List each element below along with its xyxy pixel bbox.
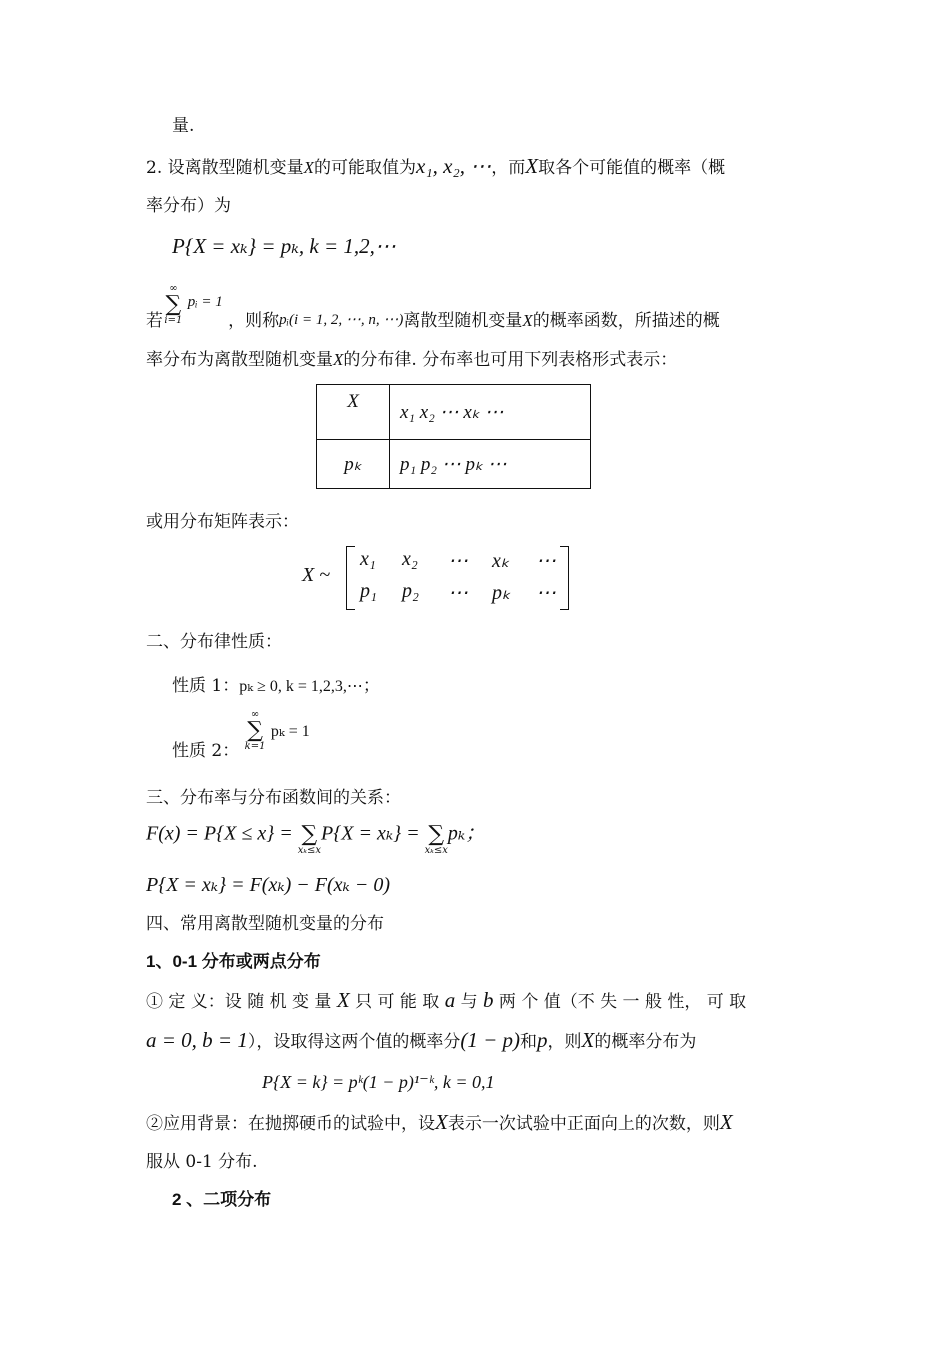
paragraph-text: ，则 xyxy=(547,1032,582,1052)
text-line xyxy=(146,1108,810,1138)
section-title: 三、分布率与分布函数间的关系： xyxy=(146,788,401,808)
matrix-cell: ⋯ xyxy=(536,550,556,572)
display-formula xyxy=(262,1068,926,1097)
math-var: a xyxy=(444,988,456,1012)
math-expression: x₁, x₂, ⋯ xyxy=(416,154,492,178)
text-line xyxy=(146,152,810,182)
paragraph-text: ； xyxy=(362,676,380,696)
subsection-heading xyxy=(146,948,810,976)
math-var: X xyxy=(719,1110,733,1134)
matrix-cell: ⋯ xyxy=(448,550,468,572)
sum-symbol: ∑ xyxy=(247,718,263,743)
math-var: b xyxy=(483,988,494,1012)
section-heading xyxy=(146,910,810,938)
formula-part: F(x) = P{X ≤ x} = xyxy=(146,822,298,845)
paragraph-text: 的可能取值为 xyxy=(314,158,417,178)
sum-symbol: ∑ xyxy=(165,292,182,317)
sum-symbol: ∑ xyxy=(301,822,318,847)
paragraph-text: 两 个 值（不 失 一 般 性， 可 取 xyxy=(498,992,747,1012)
sum-lower: xₖ≤x xyxy=(297,845,322,856)
paragraph-text: 的分布律. 分布率也可用下列表格形式表示： xyxy=(343,350,678,370)
math-expression: pₖ = 1 xyxy=(270,722,310,740)
table-cell: p₁ p₂ ⋯ pₖ ⋯ xyxy=(390,440,591,489)
paragraph-text: 量. xyxy=(172,116,195,136)
property-line xyxy=(172,709,836,768)
math-expression: a = 0, b = 1 xyxy=(146,1028,248,1052)
paragraph-text: 和 xyxy=(520,1032,538,1052)
paragraph-text: 或用分布矩阵表示： xyxy=(146,512,299,532)
summation xyxy=(164,284,182,326)
math-expression: (1 − p) xyxy=(460,1028,521,1052)
math-expression: pᵢ(i = 1, 2, ⋯, n, ⋯) xyxy=(279,311,404,328)
sum-lower: k=1 xyxy=(244,741,266,752)
paragraph-text: ，则称 xyxy=(228,310,280,331)
paragraph-text: 的概率分布为 xyxy=(594,1032,697,1052)
sum-upper: ∞ xyxy=(169,283,178,294)
section-title: 四、常用离散型随机变量的分布 xyxy=(146,914,384,934)
formula-relation: P{X = xₖ} = F(xₖ) − F(xₖ − 0) xyxy=(146,874,391,896)
section-heading xyxy=(146,784,810,812)
section-title: 二、分布律性质： xyxy=(146,632,282,652)
paragraph-text: 率分布）为 xyxy=(146,196,231,216)
matrix-cell: ⋯ xyxy=(536,582,556,604)
left-bracket xyxy=(346,546,355,610)
display-formula xyxy=(146,818,810,864)
paragraph-text: ），设取得这两个值的概率分 xyxy=(247,1032,461,1052)
formula-part: P{X = xₖ} = xyxy=(321,822,425,845)
matrix-cell: xₖ xyxy=(492,550,510,572)
matrix-cell: ⋯ xyxy=(448,582,468,604)
paragraph-text: 与 xyxy=(460,992,478,1012)
paragraph-text: 的概率函数，所描述的概 xyxy=(532,310,720,331)
table-cell: x₁ x₂ ⋯ xₖ ⋯ xyxy=(390,385,591,440)
paragraph-text: 若 xyxy=(146,310,163,331)
math-var: X xyxy=(303,158,315,177)
matrix-cell: x₂ xyxy=(402,548,418,570)
paragraph-text: 离散型随机变量 xyxy=(403,310,523,331)
table-row xyxy=(317,385,591,440)
paragraph-text: 率分布为离散型随机变量 xyxy=(146,350,333,370)
text-line xyxy=(146,1026,810,1056)
math-var: X xyxy=(525,154,539,178)
subsection-title: 1、0-1 分布或两点分布 xyxy=(146,952,321,971)
property-line xyxy=(172,672,836,701)
matrix-cell: x₁ xyxy=(360,548,376,570)
sum-upper: ∞ xyxy=(250,709,260,720)
subsection-title: 2 、二项分布 xyxy=(172,1190,272,1209)
text-line xyxy=(172,112,836,140)
text-line xyxy=(146,1148,810,1176)
math-expression: pᵢ = 1 xyxy=(187,293,223,310)
distribution-table xyxy=(316,384,591,489)
math-expression: pₖ ≥ 0, k = 1,2,3,⋯ xyxy=(239,678,363,695)
paragraph-text: ，而 xyxy=(491,158,526,178)
text-line xyxy=(146,192,810,220)
table-row xyxy=(317,440,591,489)
paragraph-text: ②应用背景：在抛掷硬币的试验中，设 xyxy=(146,1114,435,1134)
table-header-cell: pₖ xyxy=(317,440,390,489)
math-var: X xyxy=(336,988,350,1012)
matrix-cell: pₖ xyxy=(492,582,511,604)
text-line xyxy=(146,346,810,374)
paragraph-text: 表示一次试验中正面向上的次数，则 xyxy=(447,1114,720,1134)
matrix-cell: p₂ xyxy=(402,580,419,602)
sum-lower: xₖ≤x xyxy=(424,845,448,856)
paragraph-text: 服从 0-1 分布. xyxy=(146,1152,258,1172)
paragraph-text: ① 定 义：设 随 机 变 量 xyxy=(146,992,332,1012)
paragraph-text: 2. 设离散型随机变量 xyxy=(146,158,304,178)
text-line xyxy=(146,986,810,1016)
paragraph-text: 只 可 能 取 xyxy=(355,992,440,1012)
display-formula xyxy=(146,870,810,899)
summation xyxy=(298,824,321,856)
formula-pmf: P{X = xₖ} = pₖ, k = 1,2,⋯ xyxy=(172,234,396,258)
subsection-heading xyxy=(172,1186,836,1214)
formula-part: pₖ； xyxy=(447,822,486,845)
matrix-cell: p₁ xyxy=(360,580,377,602)
matrix-lhs: X ~ xyxy=(302,564,331,586)
right-bracket xyxy=(560,546,569,610)
display-formula xyxy=(172,232,836,260)
property-label: 性质 2： xyxy=(172,740,240,761)
section-heading xyxy=(146,628,810,656)
summation xyxy=(245,710,266,752)
property-label: 性质 1： xyxy=(172,676,240,696)
text-line xyxy=(146,283,810,334)
math-var: X xyxy=(333,350,344,369)
summation xyxy=(425,824,448,856)
text-line xyxy=(146,508,810,536)
math-var: X xyxy=(522,310,533,330)
sum-lower: i=1 xyxy=(164,315,183,326)
math-var: X xyxy=(581,1028,595,1052)
math-var: p xyxy=(537,1028,548,1052)
formula-bernoulli: P{X = k} = pᵏ(1 − p)¹⁻ᵏ, k = 0,1 xyxy=(262,1072,495,1092)
paragraph-text: 取各个可能值的概率（概 xyxy=(538,158,726,178)
sum-symbol: ∑ xyxy=(428,822,445,847)
math-var: X xyxy=(435,1110,448,1134)
table-header-cell: X xyxy=(317,385,390,440)
